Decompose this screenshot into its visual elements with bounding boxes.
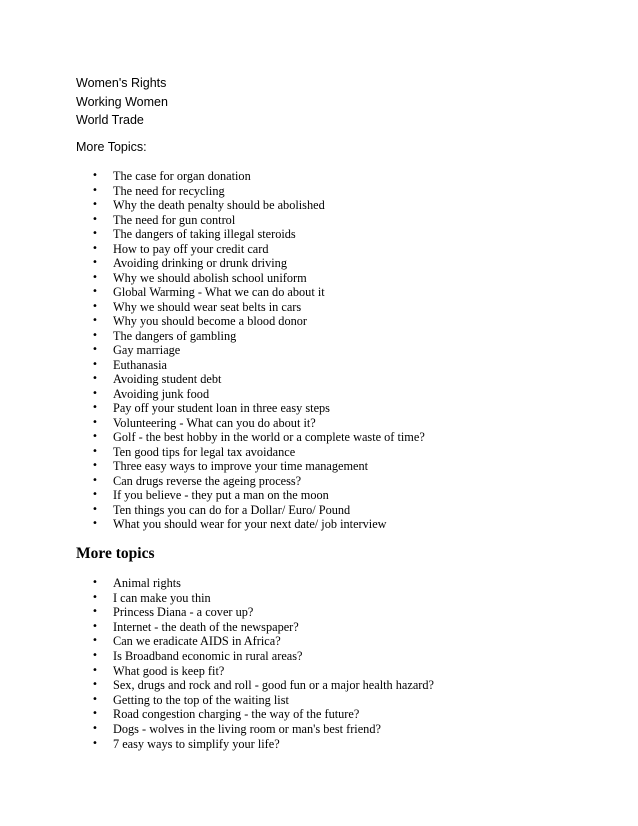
- list-item: • Can drugs reverse the ageing process?: [0, 474, 425, 489]
- topic-list-2: [0, 576, 434, 751]
- list-item: • Internet - the death of the newspaper?: [0, 620, 434, 635]
- list-item: • How to pay off your credit card: [0, 242, 425, 257]
- list-item: • Pay off your student loan in three easy steps: [0, 401, 425, 416]
- list-item: • What good is keep fit?: [0, 664, 434, 679]
- intro-line: World Trade: [76, 113, 144, 127]
- list-item: • Why we should abolish school uniform: [0, 271, 425, 286]
- list-item: • Dogs - wolves in the living room or man's best friend?: [0, 722, 434, 737]
- list-item: • The dangers of gambling: [0, 329, 425, 344]
- section-heading: More topics: [76, 545, 155, 562]
- list-item: • Avoiding junk food: [0, 387, 425, 402]
- list-item: • Why you should become a blood donor: [0, 314, 425, 329]
- list-item: • I can make you thin: [0, 591, 434, 606]
- list-item: • Can we eradicate AIDS in Africa?: [0, 634, 434, 649]
- list-item: • Three easy ways to improve your time management: [0, 459, 425, 474]
- list-item: • Avoiding drinking or drunk driving: [0, 256, 425, 271]
- list-item: • Why we should wear seat belts in cars: [0, 300, 425, 315]
- list-item: • Getting to the top of the waiting list: [0, 693, 434, 708]
- list-item: • Global Warming - What we can do about it: [0, 285, 425, 300]
- list-item: • The need for gun control: [0, 213, 425, 228]
- intro-line: Women's Rights: [76, 76, 167, 90]
- list-item: • Euthanasia: [0, 358, 425, 373]
- list-item: • Is Broadband economic in rural areas?: [0, 649, 434, 664]
- list-item: • What you should wear for your next date/ job interview: [0, 517, 425, 532]
- list-item: • Ten things you can do for a Dollar/ Euro/ Pound: [0, 503, 425, 518]
- list-item: • Animal rights: [0, 576, 434, 591]
- list-item: • Ten good tips for legal tax avoidance: [0, 445, 425, 460]
- list-item: • Gay marriage: [0, 343, 425, 358]
- list-item: • Road congestion charging - the way of the future?: [0, 707, 434, 722]
- more-topics-label: More Topics:: [76, 140, 147, 154]
- topic-list-1: [0, 169, 425, 532]
- intro-topic-lines: [76, 74, 168, 130]
- list-item: • 7 easy ways to simplify your life?: [0, 737, 434, 752]
- list-item: • Princess Diana - a cover up?: [0, 605, 434, 620]
- list-item: • If you believe - they put a man on the moon: [0, 488, 425, 503]
- list-item: • Why the death penalty should be abolished: [0, 198, 425, 213]
- list-item: • The dangers of taking illegal steroids: [0, 227, 425, 242]
- list-item: • Avoiding student debt: [0, 372, 425, 387]
- list-item: • The need for recycling: [0, 184, 425, 199]
- list-item: • The case for organ donation: [0, 169, 425, 184]
- intro-line: Working Women: [76, 94, 168, 109]
- list-item: • Sex, drugs and rock and roll - good fun or a major health hazard?: [0, 678, 434, 693]
- list-item: • Golf - the best hobby in the world or a complete waste of time?: [0, 430, 425, 445]
- list-item: • Volunteering - What can you do about it?: [0, 416, 425, 431]
